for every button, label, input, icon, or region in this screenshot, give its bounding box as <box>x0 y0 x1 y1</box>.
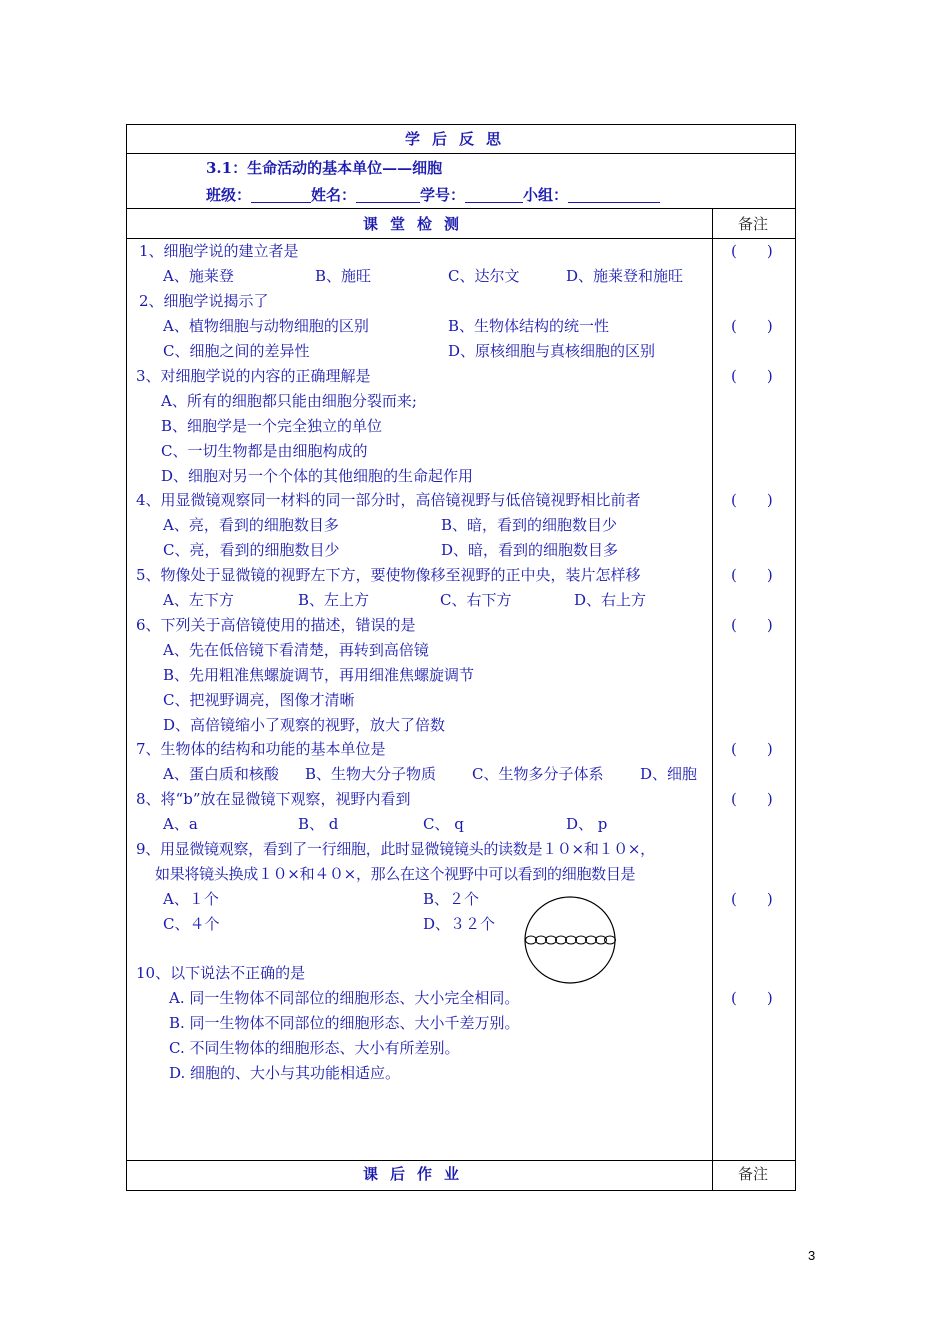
question-9-stem: 9、用显微镜观察，看到了一行细胞，此时显微镜镜头的读数是１０×和１０×， <box>136 840 655 858</box>
question-7-stem: 7、生物体的结构和功能的基本单位是 <box>136 740 386 758</box>
question-2-stem: 2、细胞学说揭示了 <box>139 292 269 310</box>
q1-option-a: A、施莱登 <box>163 267 234 285</box>
group-label: 小组： <box>523 186 569 204</box>
section-title-homework: 课后作业 <box>363 1165 472 1183</box>
row-divider <box>127 1160 795 1161</box>
question-1-stem: 1、细胞学说的建立者是 <box>139 242 299 260</box>
q9-option-c: C、４个 <box>163 915 220 933</box>
name-label: 姓名： <box>311 186 357 204</box>
question-3-stem: 3、对细胞学说的内容的正确理解是 <box>136 367 371 385</box>
answer-blank-q5[interactable]: ( ) <box>731 566 773 584</box>
cell <box>576 936 587 944</box>
q1-option-d: D、施莱登和施旺 <box>566 267 684 285</box>
answer-blank-q6[interactable]: ( ) <box>731 616 773 634</box>
cell <box>566 936 577 944</box>
remark-column-divider <box>712 208 713 1191</box>
group-field[interactable] <box>568 187 660 203</box>
class-label: 班级： <box>206 186 252 204</box>
q7-option-b: B、生物大分子物质 <box>305 765 437 783</box>
field-of-view-circle <box>525 897 615 983</box>
reflection-title: 学后反思 <box>405 130 514 148</box>
worksheet-table <box>126 124 796 1191</box>
cell <box>526 936 537 944</box>
homework-remark-header: 备注 <box>738 1165 769 1183</box>
student-id-label: 学号： <box>420 186 466 204</box>
cell <box>536 936 547 944</box>
lesson-title: 3.1：生命活动的基本单位——细胞 <box>206 159 443 177</box>
q6-option-b: B、先用粗准焦螺旋调节，再用细准焦螺旋调节 <box>163 666 475 684</box>
answer-blank-q8[interactable]: ( ) <box>731 790 773 808</box>
answer-blank-q7[interactable]: ( ) <box>731 740 773 758</box>
row-divider <box>127 208 795 209</box>
q3-option-c: C、一切生物都是由细胞构成的 <box>161 442 368 460</box>
q2-option-b: B、生物体结构的统一性 <box>448 317 610 335</box>
q3-option-b: B、细胞学是一个完全独立的单位 <box>161 417 383 435</box>
row-of-cells <box>526 936 616 944</box>
q3-option-a: A、所有的细胞都只能由细胞分裂而来; <box>161 392 417 410</box>
question-5-stem: 5、物像处于显微镜的视野左下方，要使物像移至视野的正中央，装片怎样移 <box>136 566 641 584</box>
page-number: 3 <box>808 1248 816 1263</box>
q4-option-b: B、暗，看到的细胞数目少 <box>441 516 618 534</box>
q10-option-a: A. 同一生物体不同部位的细胞形态、大小完全相同。 <box>169 989 520 1007</box>
section-title-classroom-check: 课堂检测 <box>363 215 472 233</box>
remark-header: 备注 <box>738 215 769 233</box>
q6-option-d: D、高倍镜缩小了观察的视野，放大了倍数 <box>163 716 446 734</box>
answer-blank-q3[interactable]: ( ) <box>731 367 773 385</box>
microscope-field-of-view-figure <box>523 895 619 985</box>
q5-option-a: A、左下方 <box>163 591 234 609</box>
q8-option-a: A、a <box>163 815 198 833</box>
q7-option-a: A、蛋白质和核酸 <box>163 765 279 783</box>
q3-option-d: D、细胞对另一个个体的其他细胞的生命起作用 <box>161 467 474 485</box>
question-4-stem: 4、用显微镜观察同一材料的同一部分时，高倍镜视野与低倍镜视野相比前者 <box>136 491 641 509</box>
q6-option-c: C、把视野调亮，图像才清晰 <box>163 691 355 709</box>
row-divider <box>127 238 795 239</box>
answer-blank-q9[interactable]: ( ) <box>731 890 773 908</box>
q6-option-a: A、先在低倍镜下看清楚，再转到高倍镜 <box>163 641 429 659</box>
q10-option-c: C. 不同生物体的细胞形态、大小有所差别。 <box>169 1039 460 1057</box>
student-info-row <box>206 185 660 205</box>
q4-option-c: C、亮，看到的细胞数目少 <box>163 541 340 559</box>
q9-option-b: B、２个 <box>423 890 480 908</box>
cell <box>556 936 567 944</box>
answer-blank-q4[interactable]: ( ) <box>731 491 773 509</box>
cell <box>586 936 597 944</box>
q10-option-d: D. 细胞的、大小与其功能相适应。 <box>169 1064 401 1082</box>
q8-option-b: B、 d <box>298 815 339 833</box>
q5-option-d: D、右上方 <box>574 591 647 609</box>
row-divider <box>127 153 795 154</box>
answer-blank-q1[interactable]: ( ) <box>731 242 773 260</box>
q9-option-a: A、１个 <box>163 890 219 908</box>
q8-option-c: C、 q <box>423 815 464 833</box>
q10-option-b: B. 同一生物体不同部位的细胞形态、大小千差万别。 <box>169 1014 520 1032</box>
question-9-stem-continued: 如果将镜头换成１０×和４０×，那么在这个视野中可以看到的细胞数目是 <box>155 865 636 883</box>
question-10-stem: 10、以下说法不正确的是 <box>136 964 306 982</box>
q9-option-d: D、３２个 <box>423 915 496 933</box>
q4-option-d: D、暗，看到的细胞数目多 <box>441 541 619 559</box>
q1-option-c: C、达尔文 <box>448 267 520 285</box>
answer-blank-q2[interactable]: ( ) <box>731 317 773 335</box>
q7-option-c: C、生物多分子体系 <box>472 765 604 783</box>
q8-option-d: D、 p <box>566 815 608 833</box>
name-field[interactable] <box>356 187 420 203</box>
q2-option-a: A、植物细胞与动物细胞的区别 <box>163 317 369 335</box>
question-8-stem: 8、将“b”放在显微镜下观察，视野内看到 <box>136 790 411 808</box>
q4-option-a: A、亮，看到的细胞数目多 <box>163 516 339 534</box>
cell <box>546 936 557 944</box>
q2-option-c: C、细胞之间的差异性 <box>163 342 310 360</box>
q5-option-c: C、右下方 <box>440 591 512 609</box>
q7-option-d: D、细胞 <box>640 765 698 783</box>
q1-option-b: B、施旺 <box>315 267 372 285</box>
question-6-stem: 6、下列关于高倍镜使用的描述，错误的是 <box>136 616 416 634</box>
q5-option-b: B、左上方 <box>298 591 370 609</box>
answer-blank-q10[interactable]: ( ) <box>731 989 773 1007</box>
student-id-field[interactable] <box>465 187 523 203</box>
q2-option-d: D、原核细胞与真核细胞的区别 <box>448 342 656 360</box>
class-field[interactable] <box>251 187 311 203</box>
